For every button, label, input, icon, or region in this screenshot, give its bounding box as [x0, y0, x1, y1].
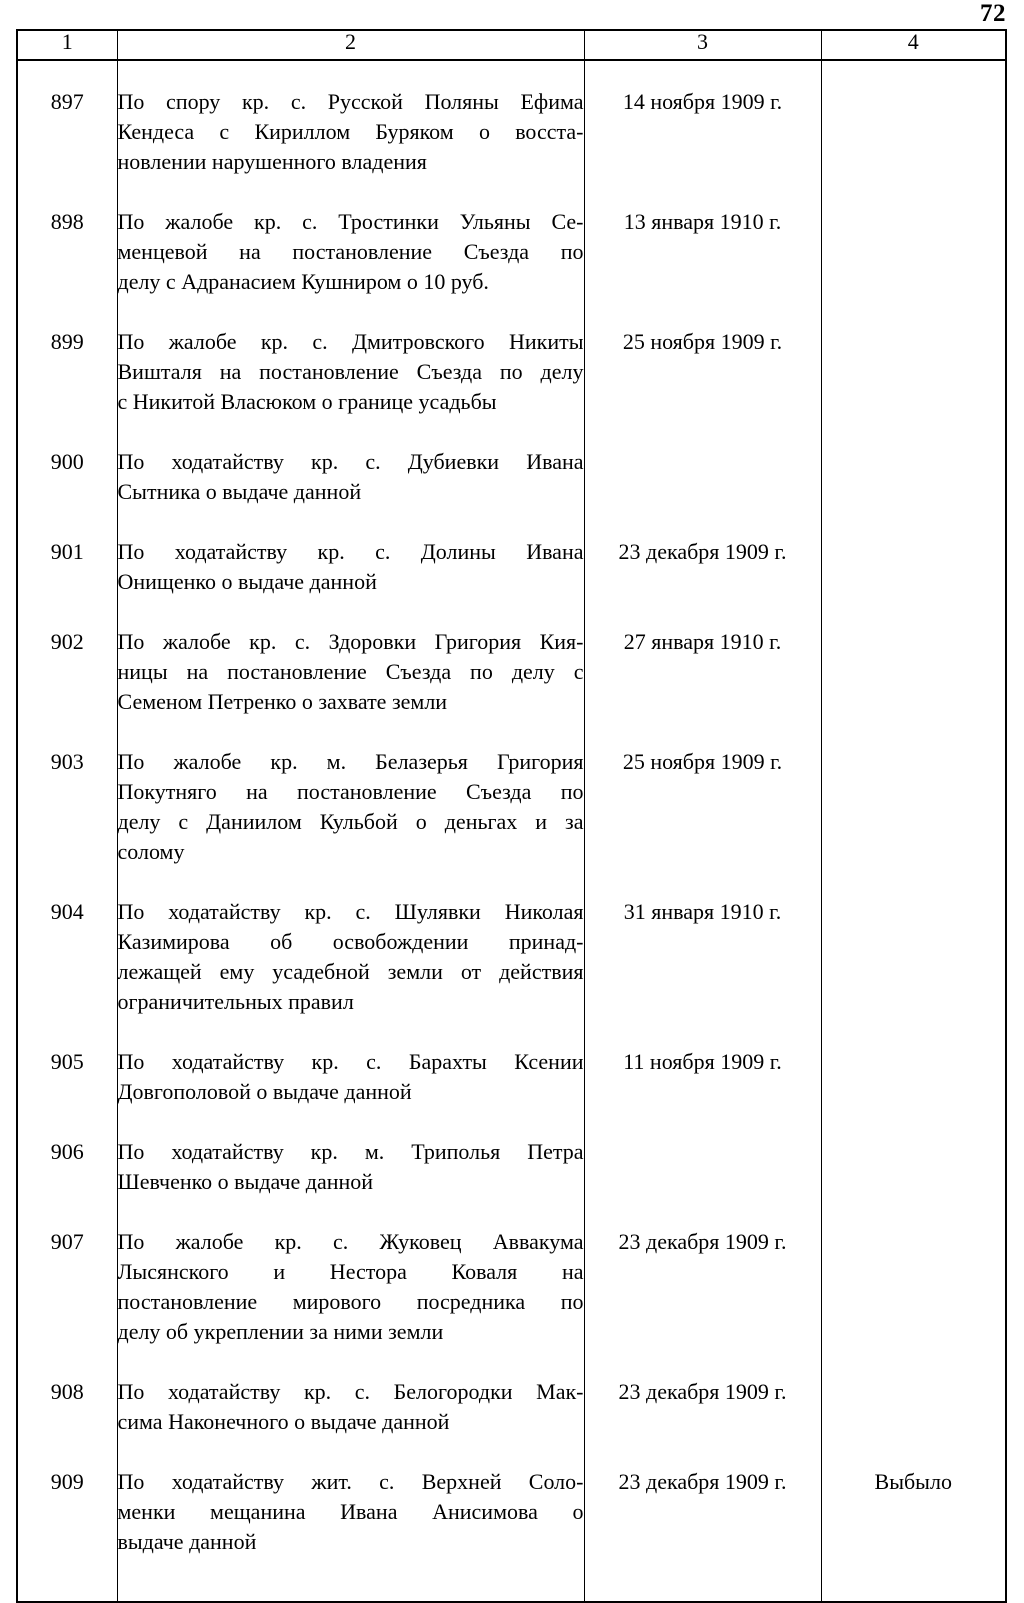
table-row: [17, 1137, 1006, 1197]
description-line: По ходатайству жит. с. Верхней Соло-: [117, 1469, 584, 1494]
entry-number: 904: [17, 897, 117, 1017]
entry-description: [117, 1377, 584, 1437]
spacer-cell: [17, 297, 117, 327]
table-row: [17, 537, 1006, 597]
spacer-cell: [584, 1437, 821, 1467]
spacer-cell: [17, 867, 117, 897]
row-spacer: [17, 717, 1006, 747]
entry-note: [821, 897, 1006, 1017]
description-line: Покутняго на постановление Съезда по: [117, 779, 584, 804]
description-line: Шевченко о выдаче данной: [117, 1169, 374, 1194]
spacer-cell: [117, 60, 584, 87]
entry-number: 903: [17, 747, 117, 867]
description-line: делу об укреплении за ними земли: [117, 1319, 444, 1344]
entry-date: 13 января 1910 г.: [584, 207, 821, 297]
entry-number: 905: [17, 1047, 117, 1107]
column-header-2: 2: [117, 30, 584, 60]
row-spacer: [17, 1107, 1006, 1137]
table-row: [17, 1047, 1006, 1107]
entry-number: 906: [17, 1137, 117, 1197]
spacer-cell: [17, 1107, 117, 1137]
spacer-cell: [117, 1347, 584, 1377]
row-spacer: [17, 177, 1006, 207]
row-spacer: [17, 297, 1006, 327]
row-spacer: [17, 60, 1006, 87]
spacer-cell: [584, 867, 821, 897]
entry-date: 23 декабря 1909 г.: [584, 1227, 821, 1347]
spacer-cell: [17, 597, 117, 627]
row-spacer: [17, 1197, 1006, 1227]
table-row: [17, 1227, 1006, 1347]
description-line: новлении нарушенного владения: [117, 149, 427, 174]
entry-date: 23 декабря 1909 г.: [584, 1467, 821, 1557]
spacer-cell: [117, 177, 584, 207]
description-line: Семеном Петренко о захвате земли: [117, 689, 448, 714]
table-row: [17, 1377, 1006, 1437]
spacer-cell: [117, 507, 584, 537]
description-line: По ходатайству кр. с. Белогородки Мак-: [117, 1379, 584, 1404]
description-line: Онищенко о выдаче данной: [117, 569, 377, 594]
description-line: сима Наконечного о выдаче данной: [117, 1409, 450, 1434]
entry-note: [821, 1047, 1006, 1107]
spacer-cell: [821, 177, 1006, 207]
table-row: [17, 327, 1006, 417]
entry-note: [821, 447, 1006, 507]
entry-date: [584, 447, 821, 507]
entry-note: [821, 87, 1006, 177]
table-header-row: [17, 30, 1006, 60]
spacer-cell: [17, 507, 117, 537]
spacer-cell: [584, 1197, 821, 1227]
spacer-cell: [821, 507, 1006, 537]
spacer-cell: [584, 1347, 821, 1377]
description-line: ницы на постановление Съезда по делу с: [117, 659, 584, 684]
description-line: Сытника о выдаче данной: [117, 479, 362, 504]
register-table: [16, 29, 1007, 1603]
spacer-cell: [17, 417, 117, 447]
spacer-cell: [17, 1017, 117, 1047]
spacer-cell: [821, 1197, 1006, 1227]
entry-note: [821, 207, 1006, 297]
entry-number: 907: [17, 1227, 117, 1347]
spacer-cell: [821, 60, 1006, 87]
description-line: менцевой на постановление Съезда по: [117, 239, 584, 264]
table-row: [17, 87, 1006, 177]
entry-date: [584, 1137, 821, 1197]
entry-note: Выбыло: [821, 1467, 1006, 1557]
spacer-cell: [117, 717, 584, 747]
spacer-cell: [584, 297, 821, 327]
row-spacer: [17, 507, 1006, 537]
entry-description: [117, 747, 584, 867]
description-line: По ходатайству кр. с. Барахты Ксении: [117, 1049, 584, 1074]
spacer-cell: [117, 597, 584, 627]
page-number: 72: [980, 0, 1006, 27]
entry-description: [117, 327, 584, 417]
entry-note: [821, 1227, 1006, 1347]
spacer-cell: [117, 297, 584, 327]
spacer-cell: [17, 1557, 117, 1602]
spacer-cell: [584, 1557, 821, 1602]
entry-date: 27 января 1910 г.: [584, 627, 821, 717]
spacer-cell: [821, 1107, 1006, 1137]
spacer-cell: [117, 1197, 584, 1227]
description-line: По жалобе кр. с. Тростинки Ульяны Се-: [117, 209, 584, 234]
entry-note: [821, 1137, 1006, 1197]
entry-description: [117, 1047, 584, 1107]
description-line: По жалобе кр. м. Белазерья Григория: [117, 749, 584, 774]
entry-number: 908: [17, 1377, 117, 1437]
table-row: [17, 447, 1006, 507]
description-line: делу с Адранасием Кушниром о 10 руб.: [117, 269, 489, 294]
description-line: По жалобе кр. с. Дмитровского Никиты: [117, 329, 584, 354]
entry-description: [117, 1227, 584, 1347]
entry-number: 909: [17, 1467, 117, 1557]
entry-number: 897: [17, 87, 117, 177]
spacer-cell: [821, 867, 1006, 897]
spacer-cell: [117, 1557, 584, 1602]
entry-description: [117, 447, 584, 507]
spacer-cell: [584, 1017, 821, 1047]
spacer-cell: [17, 717, 117, 747]
spacer-cell: [584, 717, 821, 747]
spacer-cell: [584, 1107, 821, 1137]
spacer-cell: [117, 1017, 584, 1047]
spacer-cell: [117, 1437, 584, 1467]
entry-description: [117, 897, 584, 1017]
description-line: По ходатайству кр. с. Долины Ивана: [117, 539, 584, 564]
table-row: [17, 627, 1006, 717]
spacer-cell: [584, 417, 821, 447]
description-line: По спору кр. с. Русской Поляны Ефима: [117, 89, 584, 114]
spacer-cell: [821, 417, 1006, 447]
spacer-cell: [584, 177, 821, 207]
spacer-cell: [17, 60, 117, 87]
row-spacer: [17, 417, 1006, 447]
description-line: ограничительных правил: [117, 989, 354, 1014]
description-line: По ходатайству кр. с. Шулявки Николая: [117, 899, 584, 924]
row-spacer: [17, 867, 1006, 897]
entry-date: 11 ноября 1909 г.: [584, 1047, 821, 1107]
description-line: постановление мирового посредника по: [117, 1289, 584, 1314]
entry-date: 25 ноября 1909 г.: [584, 747, 821, 867]
entry-number: 899: [17, 327, 117, 417]
column-header-3: 3: [584, 30, 821, 60]
entry-note: [821, 537, 1006, 597]
description-line: менки мещанина Ивана Анисимова о: [117, 1499, 584, 1524]
description-line: лежащей ему усадебной земли от действия: [117, 959, 584, 984]
entry-description: [117, 1137, 584, 1197]
entry-date: 31 января 1910 г.: [584, 897, 821, 1017]
row-spacer: [17, 1347, 1006, 1377]
entry-description: [117, 537, 584, 597]
spacer-cell: [821, 1557, 1006, 1602]
entry-number: 902: [17, 627, 117, 717]
description-line: делу с Даниилом Кульбой о деньгах и за: [117, 809, 584, 834]
row-spacer: [17, 597, 1006, 627]
description-line: По ходатайству кр. м. Триполья Петра: [117, 1139, 584, 1164]
entry-number: 900: [17, 447, 117, 507]
spacer-cell: [821, 1017, 1006, 1047]
column-header-4: 4: [821, 30, 1006, 60]
entry-description: [117, 627, 584, 717]
entry-note: [821, 747, 1006, 867]
spacer-cell: [17, 177, 117, 207]
entry-date: 23 декабря 1909 г.: [584, 1377, 821, 1437]
spacer-cell: [584, 60, 821, 87]
spacer-cell: [821, 717, 1006, 747]
description-line: Кендеса с Кириллом Буряком о восста-: [117, 119, 584, 144]
row-spacer: [17, 1437, 1006, 1467]
column-header-1: 1: [17, 30, 117, 60]
spacer-cell: [117, 867, 584, 897]
spacer-cell: [821, 1437, 1006, 1467]
spacer-cell: [117, 1107, 584, 1137]
description-line: Вишталя на постановление Съезда по делу: [117, 359, 584, 384]
entry-note: [821, 327, 1006, 417]
entry-number: 901: [17, 537, 117, 597]
table-row: [17, 897, 1006, 1017]
spacer-cell: [821, 597, 1006, 627]
table-header: [17, 30, 1006, 60]
entry-number: 898: [17, 207, 117, 297]
table-row: [17, 747, 1006, 867]
entry-description: [117, 87, 584, 177]
entry-note: [821, 627, 1006, 717]
entry-description: [117, 207, 584, 297]
spacer-cell: [584, 507, 821, 537]
description-line: По ходатайству кр. с. Дубиевки Ивана: [117, 449, 584, 474]
description-line: выдаче данной: [117, 1529, 257, 1554]
table-row: [17, 1467, 1006, 1557]
description-line: По жалобе кр. с. Жуковец Аввакума: [117, 1229, 584, 1254]
description-line: Лысянского и Нестора Коваля на: [117, 1259, 584, 1284]
description-line: Казимирова об освобождении принад-: [117, 929, 584, 954]
spacer-cell: [17, 1347, 117, 1377]
spacer-cell: [584, 597, 821, 627]
spacer-cell: [821, 1347, 1006, 1377]
description-line: По жалобе кр. с. Здоровки Григория Кия-: [117, 629, 584, 654]
spacer-cell: [17, 1197, 117, 1227]
entry-date: 14 ноября 1909 г.: [584, 87, 821, 177]
entry-date: 25 ноября 1909 г.: [584, 327, 821, 417]
table-row: [17, 207, 1006, 297]
description-line: Довгополовой о выдаче данной: [117, 1079, 412, 1104]
row-spacer: [17, 1017, 1006, 1047]
row-spacer: [17, 1557, 1006, 1602]
entry-date: 23 декабря 1909 г.: [584, 537, 821, 597]
entry-description: [117, 1467, 584, 1557]
entry-note: [821, 1377, 1006, 1437]
description-line: с Никитой Власюком о границе усадьбы: [117, 389, 497, 414]
spacer-cell: [117, 417, 584, 447]
description-line: солому: [117, 839, 185, 864]
spacer-cell: [17, 1437, 117, 1467]
table-body: [17, 60, 1006, 1602]
spacer-cell: [821, 297, 1006, 327]
